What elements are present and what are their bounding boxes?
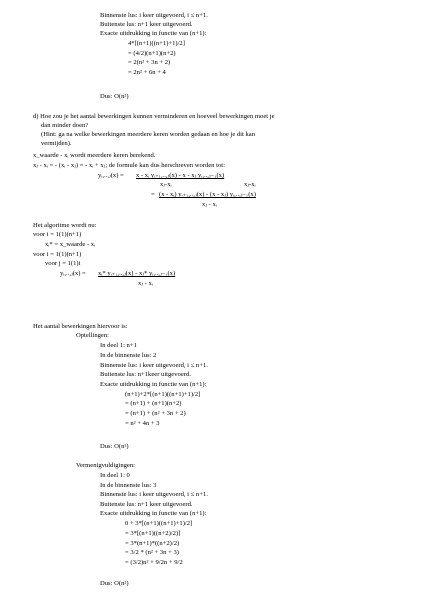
algorithm-heading: Het algoritme wordt nu: <box>33 222 97 229</box>
text-line: In deel 1: n+1 <box>100 342 137 349</box>
formula-numerator: xᵢ* yᵢ₊₁,..,ⱼ(x) - xⱼ* yᵢ,..,ⱼ₋₁(x) <box>98 270 176 277</box>
equation-line: = 3*(n+1)*((n+2)/2) <box>125 540 180 547</box>
equation-line: = (n+1) + (n+1)(n+2) <box>125 400 182 407</box>
complexity-result: Dus: O(n²) <box>100 443 129 450</box>
formula-denominator: xⱼ-xᵢ <box>244 181 256 188</box>
text-line: Binnenste lus: i keer uitgevoerd, i ≤ n+1. <box>100 362 208 369</box>
text-line: Buitenste lus: n+1keer uitgevoerd. <box>100 371 191 378</box>
answer-text: xⱼ - xᵢ = - (xᵢ - xⱼ) = - xᵢ + xⱼ; de formule kan dus herschreven worden tot: <box>33 162 225 169</box>
formula-denominator: xⱼ - xᵢ <box>138 280 153 287</box>
text-line: Binnenste lus: i keer uitgevoerd, i ≤ n+1. <box>100 491 208 498</box>
equation-line: (n+1)+2*[(n+1)((n+1)+1)/2] <box>125 391 201 398</box>
text-line: Exacte uitdrukking in functie van (n+1): <box>100 510 207 517</box>
text-line: In de binnenste lus: 2 <box>100 352 157 359</box>
equation-line: = 2(n² + 3n + 2) <box>128 59 171 66</box>
question-text: dan minder doen? <box>41 122 89 129</box>
operations-heading: Het aantal bewerkingen hiervoor is: <box>33 323 128 330</box>
formula-numerator: x - xᵢ yᵢ₊₁,..,ⱼ(x) - x - xⱼ yᵢ,..,ⱼ₋₁(x) <box>136 172 225 179</box>
text-line: Buitenste lus: n+1 keer uitgevoerd. <box>100 501 193 508</box>
code-line: voor i = 1(1)(n+1) <box>33 251 82 258</box>
equation-line: 4*[(n+1)((n+1)+1)/2] <box>128 40 185 47</box>
text-line: In de binnenste lus: 3 <box>100 482 157 489</box>
formula-equals: = <box>151 191 155 198</box>
text-line: Binnenste lus: i keer uitgevoerd, i ≤ n+1. <box>100 12 208 19</box>
text-line: Exacte uitdrukking in functie van (n+1): <box>100 30 207 37</box>
formula-denominator: xⱼ - xᵢ <box>202 201 217 208</box>
text-line: Buitenste lus: n+1 keer uitgevoerd. <box>100 21 193 28</box>
equation-line: = (n+1) + (n² + 3n + 2) <box>125 410 186 417</box>
section-title: Optellingen: <box>76 332 109 339</box>
complexity-result: Dus: O(n²) <box>100 580 129 587</box>
question-text: d) Hoe zou je het aantal bewerkingen kunnen verminderen en hoeveel bewerkingen moet je <box>33 113 275 120</box>
equation-line: = 3/2 * (n² + 3n + 3) <box>125 549 179 556</box>
answer-text: x_waarde - xᵢ wordt meerdere keren berekend. <box>33 152 156 159</box>
equation-line: = (3/2)n² + 9/2n + 9/2 <box>125 559 183 566</box>
text-line: In deel 1: 0 <box>100 472 130 479</box>
hint-text: (Hint: ga na welke bewerkingen meerdere keren worden gedaan en hoe je dit kan <box>41 131 256 138</box>
complexity-result: Dus: O(n²) <box>100 93 129 100</box>
equation-line: = 2n² + 6n + 4 <box>128 69 166 76</box>
code-line: voor j = 1(1)i <box>45 260 81 267</box>
code-line: voor i = 1(1)(n+1) <box>33 231 82 238</box>
equation-line: = n² + 4n + 3 <box>125 420 160 427</box>
text-line: Exacte uitdrukking in functie van (n+1): <box>100 381 207 388</box>
formula-lhs: yᵢ,..,ⱼ(x) = <box>60 270 86 277</box>
equation-line: = (4/2)(n+1)(n+2) <box>128 50 176 57</box>
section-title: Vermenigvuldigingen: <box>76 462 135 469</box>
equation-line: = 3*[(n+1)((n+2)/2)] <box>125 530 181 537</box>
formula-denominator: xⱼ-xᵢ <box>160 181 172 188</box>
formula-lhs: yᵢ,..,ⱼ(x) = <box>98 172 124 179</box>
equation-line: 0 + 3*[(n+1)((n+1)+1)/2] <box>125 520 193 527</box>
hint-text: vermijden). <box>41 140 72 147</box>
formula-numerator: (x - xᵢ) yᵢ₊₁,..,ⱼ(x) - (x - xⱼ) yᵢ,..,ⱼ₋₁(x) <box>159 191 256 198</box>
code-line: xᵢ* = x_waarde - xᵢ <box>45 241 96 248</box>
